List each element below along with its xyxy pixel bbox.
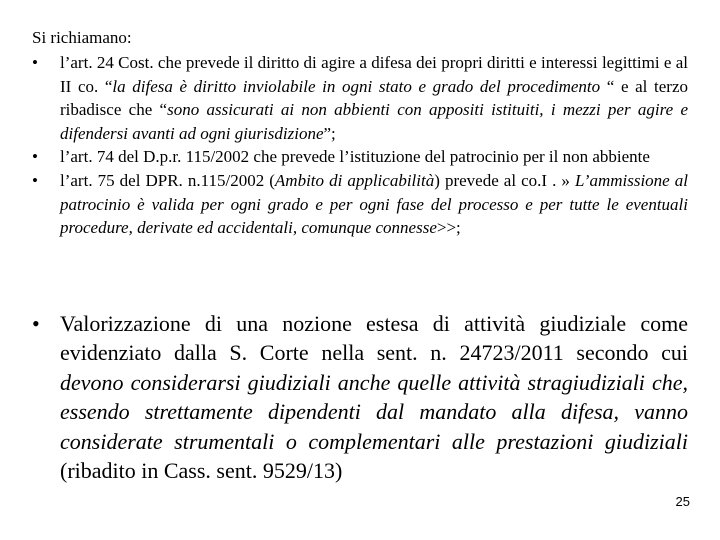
bullet-icon: • [32,147,38,167]
item-text: l’art. 75 del DPR. n.115/2002 ( [60,170,275,190]
intro-text: Si richiamano: [32,28,132,47]
item-text: l’art. 74 del D.p.r. 115/2002 che prevede l’istituzione del patrocinio per il non abbiente [60,147,650,167]
reference-list [32,51,688,240]
list-item [32,309,688,485]
bullet-icon: • [32,311,40,336]
item-quote: L’ammissione al patrocinio è valida per ogni grado e per ogni fase del processo e per tutte le eventuali procedure, derivate ed accidentali, comunque connesse [60,170,689,238]
main-text: Valorizzazione di una nozione estesa di attività giudiziale come evidenziato dalla S. Corte nella sent. n. 24723/2011 secondo cui [60,311,688,366]
page-number: 25 [675,494,690,509]
main-quote: devono considerarsi giudiziali anche quelle attività stragiudiziali che, essendo strettamente dipendenti dal mandato alla difesa, vanno considerate strumentali o complementari alle prestazioni giudiziali [60,369,688,454]
item-title: Ambito di applicabilità [274,170,435,190]
item-quote: la difesa è diritto inviolabile in ogni stato e grado del procedimento [112,76,601,96]
list-item [32,51,688,145]
item-text: ) prevede al co.I . » [434,170,575,190]
item-quote: sono assicurati ai non abbienti con appositi istituiti, i mezzi per agire e difendersi avanti ad ogni giurisdizione [60,100,688,143]
bullet-icon: • [32,170,38,190]
item-text: “ e al terzo ribadisce che “ [60,76,689,120]
item-text: >>; [436,218,461,238]
list-item [32,169,688,240]
item-text: ”; [323,123,336,143]
main-point-list [32,309,688,485]
item-text: l’art. 24 Cost. che prevede il diritto di agire a difesa dei propri diritti e interessi legittimi e al II co. “ [60,53,688,96]
bullet-icon: • [32,53,38,72]
list-item [32,145,688,169]
main-text: (ribadito in Cass. sent. 9529/13) [60,458,343,484]
